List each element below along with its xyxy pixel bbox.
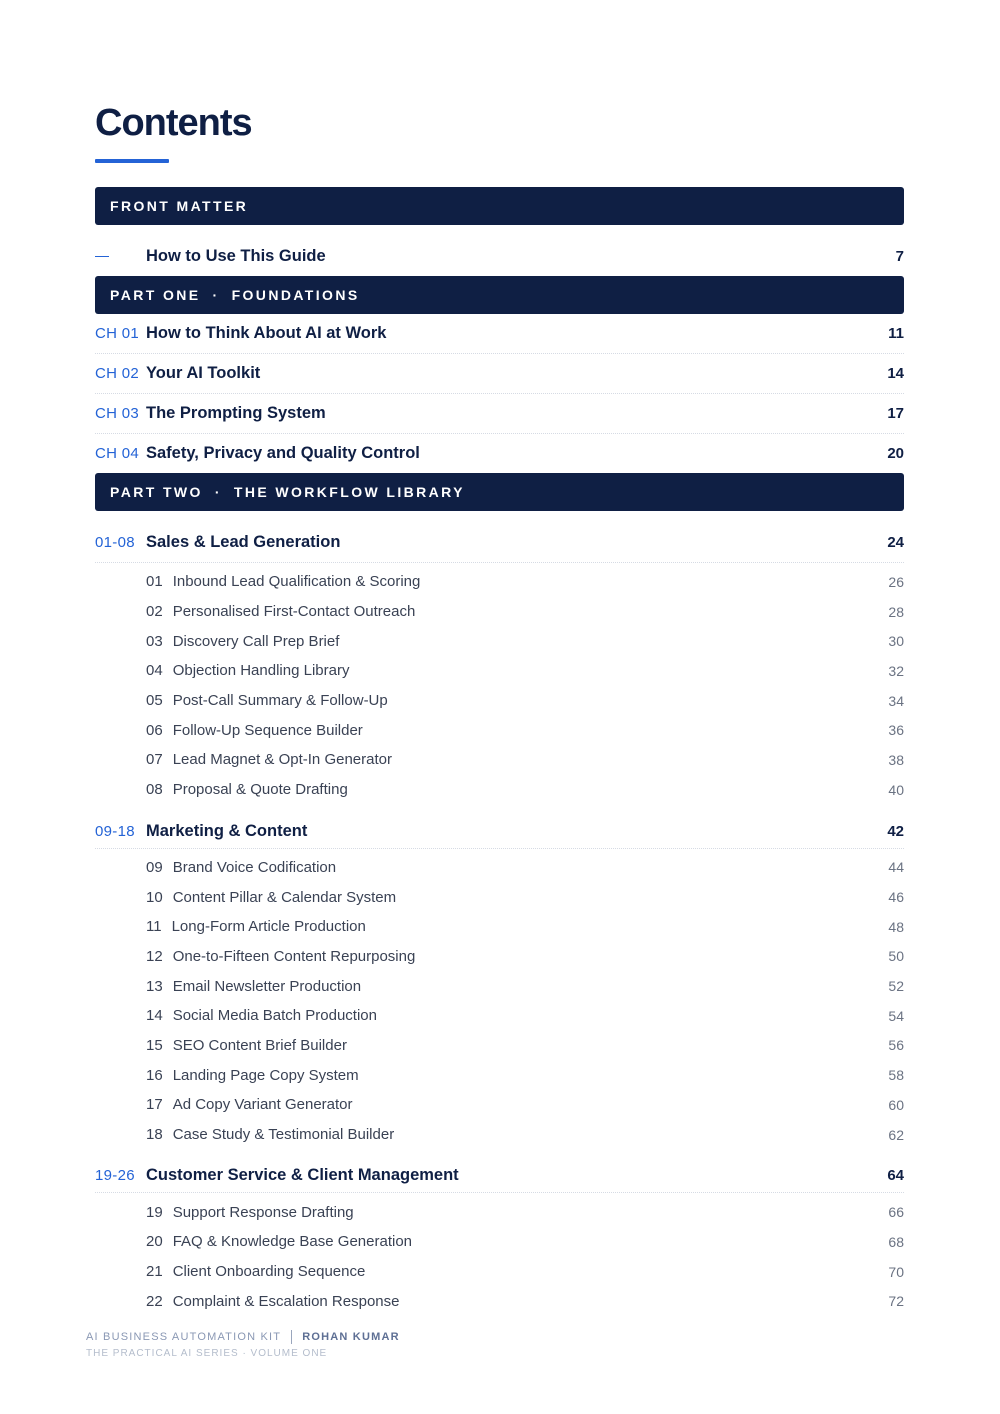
workflow-item[interactable] <box>95 1257 904 1287</box>
workflow-number: 03 <box>146 632 163 650</box>
chapter-code: CH 01 <box>95 325 140 342</box>
section-page: 64 <box>887 1167 904 1185</box>
page-title: Contents <box>95 102 252 144</box>
chapter-row[interactable] <box>95 354 904 394</box>
section-code: 09-18 <box>95 822 135 840</box>
chapter-label: The Prompting System <box>146 404 326 422</box>
workflow-number: 15 <box>146 1036 163 1054</box>
part-two-header <box>95 473 904 511</box>
table-of-contents <box>95 187 904 1320</box>
part-one-header <box>95 276 904 314</box>
page-footer <box>86 1330 400 1359</box>
workflow-number: 22 <box>146 1292 163 1310</box>
workflow-page: 36 <box>888 722 904 739</box>
workflow-item[interactable] <box>95 1120 904 1150</box>
workflow-number: 06 <box>146 721 163 739</box>
section-row-sales[interactable] <box>95 511 904 563</box>
workflow-page: 50 <box>888 948 904 965</box>
toc-entry-how-to-use[interactable] <box>95 225 904 276</box>
part-two-title: THE WORKFLOW LIBRARY <box>233 484 465 500</box>
workflow-label: Discovery Call Prep Brief <box>172 632 340 650</box>
workflow-label: Long-Form Article Production <box>171 918 366 936</box>
part-one-title: FOUNDATIONS <box>231 287 360 303</box>
workflow-item[interactable] <box>95 656 904 686</box>
workflow-item[interactable] <box>95 745 904 775</box>
workflow-label: Landing Page Copy System <box>172 1066 359 1084</box>
workflow-label: Client Onboarding Sequence <box>172 1263 366 1281</box>
workflow-number: 07 <box>146 751 163 769</box>
workflow-item[interactable] <box>95 715 904 745</box>
workflow-label: Social Media Batch Production <box>172 1007 377 1025</box>
workflow-label: Ad Copy Variant Generator <box>172 1096 353 1114</box>
chapter-page: 11 <box>888 325 904 342</box>
footer-author: ROHAN KUMAR <box>302 1331 400 1343</box>
section-label: Marketing & Content <box>146 821 308 840</box>
part-one-label: PART ONE <box>110 287 201 303</box>
workflow-item[interactable] <box>95 567 904 597</box>
footer-subtitle: THE PRACTICAL AI SERIES · VOLUME ONE <box>86 1348 328 1359</box>
workflow-label: One-to-Fifteen Content Repurposing <box>172 947 416 965</box>
workflow-number: 16 <box>146 1066 163 1084</box>
workflow-item[interactable] <box>95 942 904 972</box>
workflow-item[interactable] <box>95 912 904 942</box>
workflow-label: Post-Call Summary & Follow-Up <box>172 692 388 710</box>
chapter-code: CH 02 <box>95 365 140 382</box>
workflow-item[interactable] <box>95 1197 904 1227</box>
workflow-label: Complaint & Escalation Response <box>172 1292 400 1310</box>
part-one-separator: · <box>212 287 220 303</box>
workflow-label: Lead Magnet & Opt-In Generator <box>172 751 392 769</box>
part-two-separator: · <box>214 484 222 500</box>
workflow-page: 72 <box>888 1293 904 1310</box>
chapter-row[interactable] <box>95 434 904 473</box>
workflow-number: 10 <box>146 888 163 906</box>
workflow-item[interactable] <box>95 882 904 912</box>
workflow-label: Email Newsletter Production <box>172 977 362 995</box>
footer-divider <box>291 1330 292 1344</box>
workflow-page: 58 <box>888 1067 904 1084</box>
entry-label: How to Use This Guide <box>146 247 326 265</box>
dash-marker <box>95 244 146 258</box>
chapter-row[interactable] <box>95 314 904 354</box>
workflow-number: 20 <box>146 1233 163 1251</box>
workflow-page: 44 <box>888 859 904 876</box>
workflow-number: 18 <box>146 1126 163 1144</box>
section-page: 42 <box>887 822 904 840</box>
workflow-label: Support Response Drafting <box>172 1203 354 1221</box>
workflow-page: 28 <box>888 603 904 620</box>
chapter-row[interactable] <box>95 394 904 434</box>
workflow-list-marketing <box>95 849 904 1154</box>
workflow-page: 32 <box>888 662 904 679</box>
section-row-customer-service[interactable] <box>95 1153 904 1193</box>
section-code: 01-08 <box>95 534 135 551</box>
workflow-page: 48 <box>888 918 904 935</box>
workflow-item[interactable] <box>95 1090 904 1120</box>
front-matter-header <box>95 187 904 225</box>
part-two-label: PART TWO <box>110 484 203 500</box>
workflow-number: 14 <box>146 1007 163 1025</box>
chapter-page: 17 <box>887 405 904 422</box>
workflow-page: 40 <box>888 781 904 798</box>
chapter-code: CH 03 <box>95 405 140 422</box>
workflow-page: 34 <box>888 692 904 709</box>
workflow-item[interactable] <box>95 1031 904 1061</box>
chapter-code: CH 04 <box>95 445 140 462</box>
workflow-item[interactable] <box>95 1001 904 1031</box>
workflow-label: Case Study & Testimonial Builder <box>172 1126 395 1144</box>
workflow-page: 60 <box>888 1096 904 1113</box>
workflow-number: 17 <box>146 1096 163 1114</box>
workflow-list-sales <box>95 563 904 809</box>
section-label: Sales & Lead Generation <box>146 533 341 551</box>
workflow-page: 26 <box>888 573 904 590</box>
section-page: 24 <box>887 534 904 551</box>
section-row-marketing[interactable] <box>95 809 904 849</box>
workflow-number: 01 <box>146 573 163 591</box>
workflow-page: 52 <box>888 978 904 995</box>
workflow-label: Content Pillar & Calendar System <box>172 888 397 906</box>
workflow-number: 08 <box>146 781 163 799</box>
workflow-number: 21 <box>146 1263 163 1281</box>
workflow-item[interactable] <box>95 1227 904 1257</box>
workflow-number: 02 <box>146 603 163 621</box>
entry-page: 7 <box>895 248 904 265</box>
workflow-label: Inbound Lead Qualification & Scoring <box>172 573 421 591</box>
workflow-page: 38 <box>888 751 904 768</box>
workflow-label: Brand Voice Codification <box>172 858 337 876</box>
workflow-number: 12 <box>146 947 163 965</box>
workflow-page: 62 <box>888 1126 904 1143</box>
workflow-label: Follow-Up Sequence Builder <box>172 721 363 739</box>
workflow-item[interactable] <box>95 1286 904 1316</box>
workflow-item[interactable] <box>95 853 904 883</box>
workflow-label: Personalised First-Contact Outreach <box>172 603 416 621</box>
workflow-list-customer-service <box>95 1193 904 1320</box>
workflow-label: SEO Content Brief Builder <box>172 1036 347 1054</box>
title-underline <box>95 159 169 163</box>
section-label: Customer Service & Client Management <box>146 1166 459 1185</box>
chapter-label: Your AI Toolkit <box>146 364 261 382</box>
workflow-item[interactable] <box>95 597 904 627</box>
workflow-label: Objection Handling Library <box>172 662 350 680</box>
front-matter-label: FRONT MATTER <box>110 198 249 214</box>
workflow-page: 66 <box>888 1204 904 1221</box>
chapter-page: 14 <box>887 365 904 382</box>
workflow-item[interactable] <box>95 686 904 716</box>
workflow-label: FAQ & Knowledge Base Generation <box>172 1233 412 1251</box>
workflow-page: 30 <box>888 633 904 650</box>
workflow-number: 13 <box>146 977 163 995</box>
footer-series: AI BUSINESS AUTOMATION KIT <box>86 1331 282 1343</box>
workflow-number: 19 <box>146 1203 163 1221</box>
section-code: 19-26 <box>95 1167 135 1185</box>
workflow-page: 70 <box>888 1263 904 1280</box>
workflow-number: 11 <box>146 918 162 936</box>
chapter-page: 20 <box>887 445 904 462</box>
workflow-page: 56 <box>888 1037 904 1054</box>
workflow-item[interactable] <box>95 626 904 656</box>
workflow-page: 54 <box>888 1007 904 1024</box>
workflow-item[interactable] <box>95 775 904 805</box>
chapter-label: Safety, Privacy and Quality Control <box>146 444 420 462</box>
workflow-number: 05 <box>146 692 163 710</box>
workflow-label: Proposal & Quote Drafting <box>172 781 348 799</box>
workflow-page: 68 <box>888 1233 904 1250</box>
workflow-number: 09 <box>146 858 163 876</box>
workflow-item[interactable] <box>95 971 904 1001</box>
workflow-number: 04 <box>146 662 163 680</box>
chapter-label: How to Think About AI at Work <box>146 324 387 342</box>
workflow-item[interactable] <box>95 1060 904 1090</box>
workflow-page: 46 <box>888 889 904 906</box>
